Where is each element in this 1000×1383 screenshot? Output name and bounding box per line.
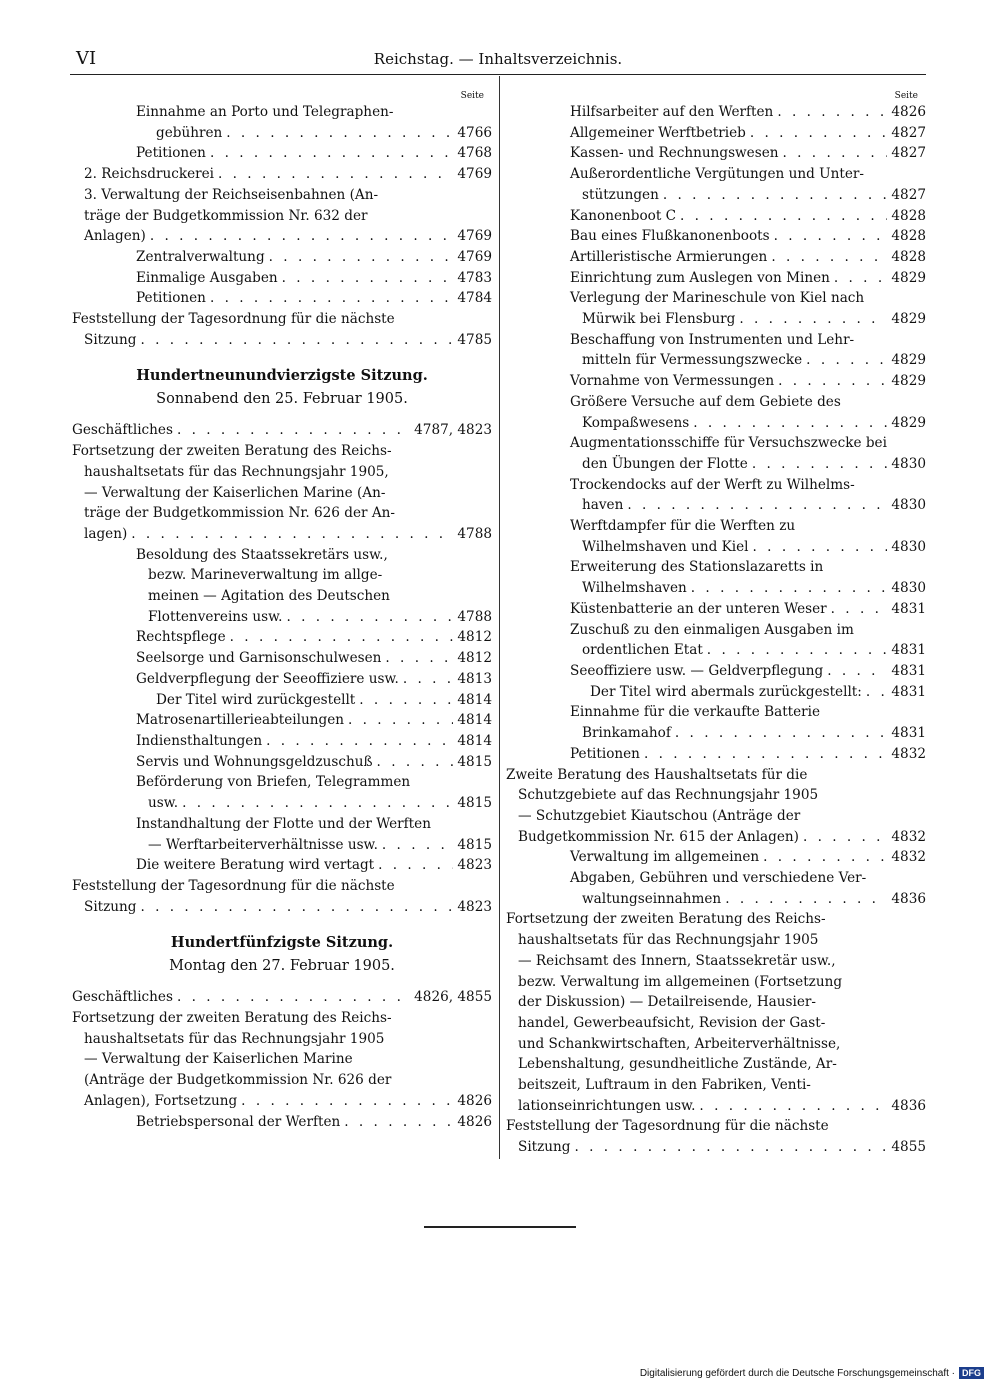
seite-label: Seite xyxy=(894,91,918,101)
entry-text: Kompaßwesens xyxy=(582,414,690,431)
toc-entry xyxy=(72,752,492,773)
entry-text: Anlagen), Fortsetzung xyxy=(84,1092,238,1109)
toc-entry xyxy=(506,102,926,123)
entry-line: träge der Budgetkommission Nr. 632 der xyxy=(84,207,368,224)
toc-entry xyxy=(506,868,926,909)
entry-text: Geschäftliches xyxy=(72,422,173,439)
toc-entry xyxy=(72,123,492,144)
session-heading: Hundertfünfzigste Sitzung. xyxy=(170,934,394,952)
entry-text: usw. xyxy=(148,795,179,812)
toc-entry xyxy=(506,226,926,247)
entry-text: ordentlichen Etat xyxy=(582,642,703,659)
toc-entry xyxy=(506,143,926,164)
entry-line: Feststellung der Tagesordnung für die nächste xyxy=(72,877,395,894)
page-ref: 4814 xyxy=(457,691,492,708)
toc-entry xyxy=(506,288,926,329)
leader-dots xyxy=(344,1112,453,1133)
entry-text: Verwaltung im allgemeinen xyxy=(570,849,760,866)
entry-line: Verlegung der Marineschule von Kiel nach xyxy=(570,290,865,307)
leader-dots xyxy=(827,661,887,682)
entry-text: Der Titel wird abermals zurückgestellt: xyxy=(590,683,862,700)
toc-entry xyxy=(72,143,492,164)
page-ref: 4829 xyxy=(891,311,926,328)
entry-text: Seeoffiziere usw. — Geldverpflegung xyxy=(570,662,824,679)
page-ref: 4855 xyxy=(891,1139,926,1156)
leader-dots xyxy=(725,889,887,910)
entry-text: Kanonenboot C xyxy=(570,207,677,224)
toc-entry xyxy=(72,185,492,247)
leader-dots xyxy=(866,682,888,703)
entry-text: Einrichtung zum Auslegen von Minen xyxy=(570,269,830,286)
leader-dots xyxy=(753,537,888,558)
seite-label: Seite xyxy=(460,91,484,101)
toc-entry xyxy=(506,247,926,268)
entry-text: Die weitere Beratung wird vertagt xyxy=(136,857,375,874)
page-ref: 4831 xyxy=(891,662,926,679)
toc-entry xyxy=(506,661,926,682)
entry-text: Geldverpflegung der Seeoffiziere usw. xyxy=(136,670,399,687)
page-ref: 4788 xyxy=(457,525,492,542)
entry-text: Hilfsarbeiter auf den Werften xyxy=(570,104,774,120)
toc-entry xyxy=(72,772,492,813)
page-ref: 4784 xyxy=(457,290,492,307)
toc-entry xyxy=(506,847,926,868)
end-rule xyxy=(424,1226,576,1228)
toc-entry xyxy=(72,855,492,876)
entry-text: Sitzung xyxy=(518,1139,571,1156)
toc-entry xyxy=(72,669,492,690)
entry-line: Augmentationsschiffe für Versuchszwecke bei xyxy=(570,435,887,452)
entry-line: bezw. Verwaltung im allgemeinen (Fortsetzung xyxy=(518,973,843,990)
page-ref: 4823 xyxy=(457,898,492,915)
entry-text: Brinkamahof xyxy=(582,725,671,742)
page-ref: 4830 xyxy=(891,497,926,514)
leader-dots xyxy=(675,723,887,744)
toc-entry xyxy=(72,710,492,731)
toc-entry xyxy=(72,545,492,628)
entry-text: Anlagen) xyxy=(84,228,146,245)
entry-line: Größere Versuche auf dem Gebiete des xyxy=(570,393,841,410)
entry-text: Flottenvereins usw. xyxy=(148,608,283,625)
entry-line: haushaltsetats für das Rechnungsjahr 1905, xyxy=(84,463,389,480)
leader-dots xyxy=(218,164,453,185)
page-ref: 4836 xyxy=(891,1097,926,1114)
entry-text: Einmalige Ausgaben xyxy=(136,269,278,286)
session-date: Montag den 27. Februar 1905. xyxy=(169,958,395,975)
leader-dots xyxy=(378,855,453,876)
entry-line: haushaltsetats für das Rechnungsjahr 1905 xyxy=(518,932,819,949)
page-ref: 4812 xyxy=(457,650,492,667)
toc-entry xyxy=(72,648,492,669)
toc-entry xyxy=(506,516,926,557)
entry-line: Schutzgebiete auf das Rechnungsjahr 1905 xyxy=(518,787,819,804)
entry-line: Einnahme an Porto und Telegraphen- xyxy=(136,104,394,120)
page-ref: 4813 xyxy=(457,670,492,687)
toc-entry xyxy=(506,599,926,620)
toc-entry xyxy=(72,731,492,752)
entry-line: — Verwaltung der Kaiserlichen Marine xyxy=(84,1051,353,1068)
entry-text: lagen) xyxy=(84,525,128,542)
leader-dots xyxy=(739,309,887,330)
page-ref: 4788 xyxy=(457,608,492,625)
entry-line: meinen — Agitation des Deutschen xyxy=(148,588,390,605)
page-ref: 4783 xyxy=(457,269,492,286)
toc-entry xyxy=(506,702,926,743)
leader-dots xyxy=(783,143,888,164)
entry-line: Beschaffung von Instrumenten und Lehr- xyxy=(570,331,855,348)
page-ref: 4836 xyxy=(891,890,926,907)
toc-entry xyxy=(72,1112,492,1133)
toc-entry xyxy=(506,164,926,205)
leader-dots xyxy=(774,226,888,247)
page-ref: 4832 xyxy=(891,828,926,845)
leader-dots xyxy=(377,752,454,773)
page-ref: 4814 xyxy=(457,732,492,749)
toc-entry xyxy=(72,627,492,648)
page-ref: 4768 xyxy=(457,145,492,162)
column-divider xyxy=(499,76,500,1159)
entry-text: gebühren xyxy=(156,124,223,141)
leader-dots xyxy=(575,1137,888,1158)
leader-dots xyxy=(241,1091,453,1112)
toc-entry xyxy=(72,1008,492,1112)
leader-dots xyxy=(699,1096,887,1117)
toc-entry xyxy=(506,744,926,765)
leader-dots xyxy=(763,847,887,868)
entry-text: 2. Reichsdruckerei xyxy=(84,166,215,183)
entry-text: Küstenbatterie an der unteren Weser xyxy=(570,600,827,617)
leader-dots xyxy=(210,143,453,164)
leader-dots xyxy=(382,835,453,856)
leader-dots xyxy=(286,607,453,628)
toc-entry xyxy=(72,102,492,123)
entry-text: Kassen- und Rechnungswesen xyxy=(570,145,779,162)
page-ref: 4831 xyxy=(891,683,926,700)
leader-dots xyxy=(771,247,887,268)
toc-entry xyxy=(506,392,926,433)
page-ref: 4828 xyxy=(891,248,926,265)
entry-line: (Anträge der Budgetkommission Nr. 626 der xyxy=(84,1072,392,1089)
leader-dots xyxy=(385,648,453,669)
toc-entry xyxy=(72,690,492,711)
leader-dots xyxy=(834,268,888,289)
page-ref: 4829 xyxy=(891,269,926,286)
entry-line: Fortsetzung der zweiten Beratung des Reichs- xyxy=(506,911,826,928)
toc-entry xyxy=(506,475,926,516)
page-ref: 4832 xyxy=(891,849,926,866)
entry-line: Einnahme für die verkaufte Batterie xyxy=(570,704,821,721)
leader-dots xyxy=(210,288,453,309)
entry-text: Betriebspersonal der Werften xyxy=(136,1113,341,1130)
page-ref: 4766 xyxy=(457,124,492,141)
entry-line: Besoldung des Staatssekretärs usw., xyxy=(136,546,388,563)
entry-text: mitteln für Vermessungszwecke xyxy=(582,352,803,369)
entry-line: Beförderung von Briefen, Telegrammen xyxy=(136,774,411,791)
page-ref: 4815 xyxy=(457,753,492,770)
entry-line: der Diskussion) — Detailreisende, Hausier- xyxy=(518,994,816,1011)
page-ref: 4814 xyxy=(457,712,492,729)
entry-line: handel, Gewerbeaufsicht, Revision der Gast- xyxy=(518,1014,826,1031)
entry-line: Feststellung der Tagesordnung für die nächste xyxy=(72,311,395,328)
entry-line: Werftdampfer für die Werften zu xyxy=(570,518,796,535)
toc-entry xyxy=(506,371,926,392)
entry-text: Seelsorge und Garnisonschulwesen xyxy=(136,650,382,667)
toc-entry xyxy=(506,206,926,227)
leader-dots xyxy=(644,744,887,765)
session-date: Sonnabend den 25. Februar 1905. xyxy=(156,391,408,408)
toc-entry xyxy=(506,557,926,598)
toc-entry xyxy=(506,330,926,371)
leader-dots xyxy=(680,206,887,227)
entry-line: — Verwaltung der Kaiserlichen Marine (An- xyxy=(84,484,386,501)
page-ref: 4812 xyxy=(457,629,492,646)
leader-dots xyxy=(131,524,453,545)
entry-line: Erweiterung des Stationslazaretts in xyxy=(570,559,824,576)
toc-entry xyxy=(72,420,492,441)
page-ref: 4827 xyxy=(891,145,926,162)
entry-text: waltungseinnahmen xyxy=(582,890,722,907)
page-ref: 4830 xyxy=(891,455,926,472)
leader-dots xyxy=(150,226,454,247)
toc-entry xyxy=(506,1116,926,1157)
page-ref: 4829 xyxy=(891,414,926,431)
leader-dots xyxy=(691,578,888,599)
page-ref: 4832 xyxy=(891,745,926,762)
right-column xyxy=(506,90,926,1158)
leader-dots xyxy=(693,413,887,434)
page-ref: 4831 xyxy=(891,642,926,659)
entry-text: Sitzung xyxy=(84,331,137,348)
toc-entry xyxy=(72,288,492,309)
leader-dots xyxy=(226,123,453,144)
entry-text: lationseinrichtungen usw. xyxy=(518,1097,696,1114)
toc-block-right xyxy=(506,102,926,1158)
leader-dots xyxy=(663,185,888,206)
entry-line: Außerordentliche Vergütungen und Unter- xyxy=(570,166,864,183)
entry-line: Trockendocks auf der Werft zu Wilhelms- xyxy=(570,476,855,493)
entry-text: Matrosenartillerieabteilungen xyxy=(136,712,345,729)
entry-line: — Reichsamt des Innern, Staatssekretär usw., xyxy=(518,952,836,969)
entry-line: Feststellung der Tagesordnung für die nächste xyxy=(506,1118,829,1135)
entry-line: Zweite Beratung des Haushaltsetats für die xyxy=(506,766,808,783)
page-ref: 4769 xyxy=(457,228,492,245)
toc-entry xyxy=(72,441,492,545)
leader-dots xyxy=(403,669,454,690)
page-ref: 4826 xyxy=(457,1092,492,1109)
leader-dots xyxy=(778,371,887,392)
page-ref: 4823 xyxy=(457,857,492,874)
entry-text: Allgemeiner Werftbetrieb xyxy=(570,124,746,141)
page-ref: 4815 xyxy=(457,836,492,853)
toc-entry xyxy=(506,620,926,661)
entry-text: Petitionen xyxy=(136,145,206,162)
entry-line: 3. Verwaltung der Reichseisenbahnen (An- xyxy=(84,186,379,203)
page-ref: 4826 xyxy=(457,1113,492,1130)
leader-dots xyxy=(831,599,888,620)
toc-entry xyxy=(72,268,492,289)
leader-dots xyxy=(230,627,454,648)
entry-line: Abgaben, Gebühren und verschiedene Ver- xyxy=(570,870,867,887)
leader-dots xyxy=(182,793,453,814)
running-head: Reichstag. — Inhaltsverzeichnis. xyxy=(373,50,623,68)
toc-entry xyxy=(72,876,492,917)
page-ref: 4830 xyxy=(891,580,926,597)
leader-dots xyxy=(141,330,454,351)
entry-text: Petitionen xyxy=(570,745,640,762)
leader-dots xyxy=(707,640,888,661)
page-ref: 4815 xyxy=(457,795,492,812)
page-ref: 4769 xyxy=(457,166,492,183)
page-header xyxy=(70,46,926,72)
entry-line: Zuschuß zu den einmaligen Ausgaben im xyxy=(570,621,854,638)
entry-line: beitszeit, Luftraum in den Fabriken, Venti- xyxy=(518,1077,811,1094)
page-ref: 4829 xyxy=(891,373,926,390)
dfg-logo: DFG xyxy=(959,1367,984,1379)
toc-entry xyxy=(72,309,492,350)
entry-text: Rechtspflege xyxy=(136,629,226,646)
page-ref: 4827 xyxy=(891,186,926,203)
footer-text: Digitalisierung gefördert durch die Deutsche Forschungsgemeinschaft · xyxy=(639,1367,955,1379)
entry-line: — Schutzgebiet Kiautschou (Anträge der xyxy=(518,807,801,824)
toc-entry xyxy=(506,268,926,289)
toc-block-2 xyxy=(72,420,492,917)
leader-dots xyxy=(750,123,888,144)
toc-entry xyxy=(72,987,492,1008)
entry-line: und Schankwirtschaften, Arbeiterverhältnisse, xyxy=(518,1035,841,1052)
entry-line: bezw. Marineverwaltung im allge- xyxy=(148,567,383,584)
entry-text: Der Titel wird zurückgestellt xyxy=(156,691,356,708)
leader-dots xyxy=(266,731,453,752)
toc-entry xyxy=(506,765,926,848)
entry-text: Wilhelmshaven und Kiel xyxy=(582,538,749,555)
page-ref: 4787, 4823 xyxy=(414,422,492,439)
entry-text: Artilleristische Armierungen xyxy=(570,248,768,265)
entry-text: haven xyxy=(582,497,624,514)
page-ref: 4827 xyxy=(891,124,926,141)
leader-dots xyxy=(282,268,454,289)
toc-entry xyxy=(506,909,926,1116)
leader-dots xyxy=(752,454,888,475)
entry-line: Instandhaltung der Flotte und der Werften xyxy=(136,815,431,832)
entry-line: träge der Budgetkommission Nr. 626 der An- xyxy=(84,505,396,522)
entry-text: — Werftarbeiterverhältnisse usw. xyxy=(148,836,378,853)
page-ref: 4785 xyxy=(457,331,492,348)
page-ref: 4826, 4855 xyxy=(414,989,492,1006)
page-ref: 4829 xyxy=(891,352,926,369)
entry-text: Vornahme von Vermessungen xyxy=(570,373,775,390)
toc-entry xyxy=(72,814,492,855)
page-ref: 4828 xyxy=(891,228,926,245)
leader-dots xyxy=(269,247,454,268)
toc-entry xyxy=(72,247,492,268)
leader-dots xyxy=(803,827,887,848)
entry-line: Lebenshaltung, gesundheitliche Zustände, Ar- xyxy=(518,1056,837,1073)
toc-entry xyxy=(506,123,926,144)
leader-dots xyxy=(777,102,887,123)
entry-text: Sitzung xyxy=(84,898,137,915)
page-ref: 4769 xyxy=(457,248,492,265)
entry-text: Bau eines Flußkanonenboots xyxy=(570,228,770,245)
session-heading: Hundertneunundvierzigste Sitzung. xyxy=(136,367,428,385)
entry-text: Servis und Wohnungsgeldzuschuß xyxy=(136,753,373,770)
leader-dots xyxy=(359,690,453,711)
entry-text: Zentralverwaltung xyxy=(136,248,265,265)
toc-entry xyxy=(506,433,926,474)
entry-text: Wilhelmshaven xyxy=(582,580,687,597)
entry-text: Geschäftliches xyxy=(72,989,173,1006)
footer xyxy=(640,1367,984,1379)
leader-dots xyxy=(177,987,410,1008)
left-column xyxy=(72,90,492,1132)
toc-entry xyxy=(506,682,926,703)
entry-text: Indiensthaltungen xyxy=(136,732,263,749)
entry-text: Mürwik bei Flensburg xyxy=(582,311,736,328)
page-ref: 4828 xyxy=(891,207,926,224)
toc-entry xyxy=(72,164,492,185)
toc-block-3 xyxy=(72,987,492,1132)
page-ref: 4831 xyxy=(891,725,926,742)
entry-text: stützungen xyxy=(582,186,659,203)
page-ref: 4826 xyxy=(891,104,926,120)
page-number: VI xyxy=(76,48,97,69)
entry-text: den Übungen der Flotte xyxy=(582,455,748,472)
leader-dots xyxy=(627,495,887,516)
leader-dots xyxy=(141,897,454,918)
entry-line: haushaltsetats für das Rechnungsjahr 1905 xyxy=(84,1030,385,1047)
leader-dots xyxy=(348,710,453,731)
entry-line: Fortsetzung der zweiten Beratung des Reichs- xyxy=(72,443,392,460)
entry-line: Fortsetzung der zweiten Beratung des Reichs- xyxy=(72,1010,392,1027)
header-rule xyxy=(70,74,926,75)
entry-text: Budgetkommission Nr. 615 der Anlagen) xyxy=(518,828,799,845)
entry-text: Petitionen xyxy=(136,290,206,307)
leader-dots xyxy=(177,420,410,441)
leader-dots xyxy=(806,350,887,371)
page-ref: 4830 xyxy=(891,538,926,555)
page-ref: 4831 xyxy=(891,600,926,617)
toc-block-1 xyxy=(72,102,492,350)
